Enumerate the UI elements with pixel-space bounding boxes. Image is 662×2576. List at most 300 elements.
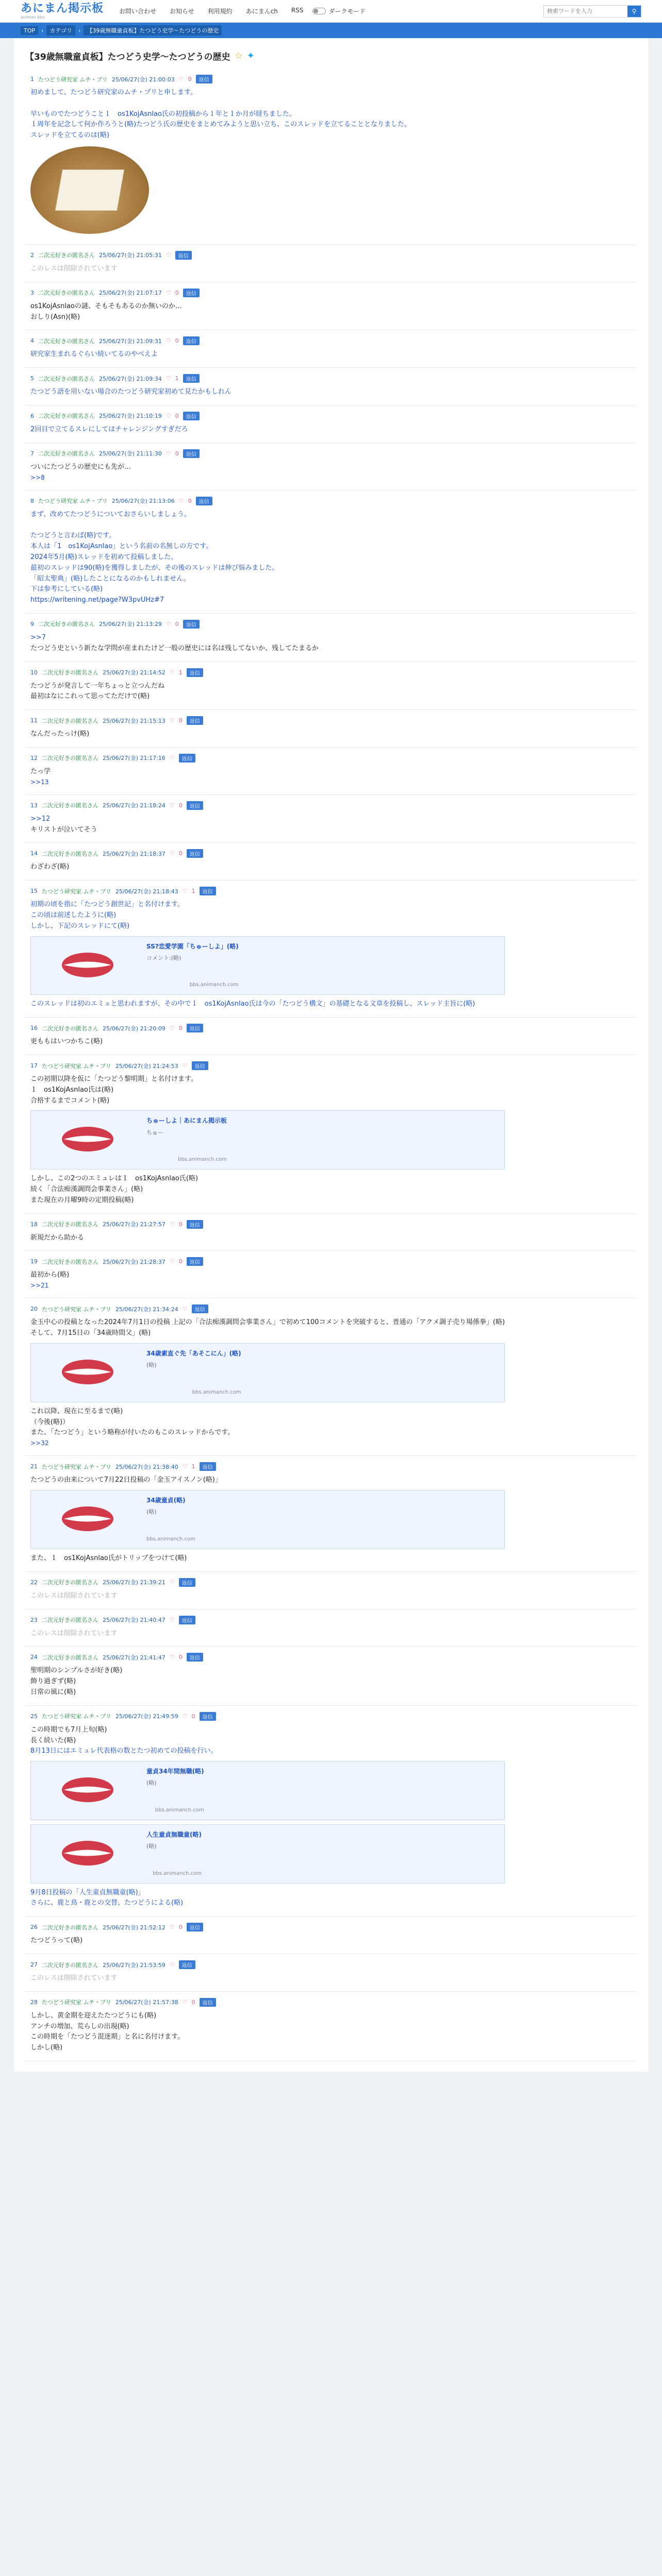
like-button[interactable]: ♡ [166,412,171,419]
post-line: 2024年5月(略)スレッドを初めて投稿しました。 [30,553,178,561]
like-button[interactable]: ♡ [166,251,171,259]
header-nav [119,7,303,15]
post-date: 25/06/27(金) 21:11:30 [99,450,162,457]
link-card-sub: (略) [146,1843,157,1850]
post-number[interactable]: 18 [30,1221,38,1228]
post-number[interactable]: 12 [30,754,38,761]
reply-button[interactable]: 返信 [183,336,200,345]
link-card-sub: (略) [146,1780,157,1787]
favorite-star-icon[interactable]: ☆ [234,50,243,61]
site-logo[interactable] [21,3,104,20]
like-button[interactable]: ♡ [169,754,175,761]
reply-anchor-link[interactable]: >>13 [30,778,49,786]
reply-button[interactable]: 返信 [187,1653,203,1662]
link-card-sub: (略) [146,1362,157,1369]
like-count: 0 [178,850,183,857]
post-body [30,2011,632,2054]
post-line: スレッドを立てるのは(略) [30,131,110,140]
breadcrumb [0,23,662,38]
post-line: なんだったっけ(略) [30,730,90,738]
like-button[interactable]: ♡ [169,1025,175,1032]
link-card[interactable] [30,1343,505,1402]
like-count: 0 [178,1654,183,1661]
search-icon[interactable]: ⚲ [627,6,641,17]
nav-news[interactable]: お知らせ [170,8,194,15]
link-card[interactable] [30,1761,505,1820]
link-card-thumb [36,1767,139,1813]
post-date: 25/06/27(金) 21:53:59 [103,1961,166,1969]
post-author: 二次元好きの匿名さん [42,1579,98,1586]
reply-button[interactable]: 返信 [187,801,203,810]
post-date: 25/06/27(金) 21:09:31 [99,337,162,345]
like-button[interactable]: ♡ [169,1654,175,1661]
post [25,368,637,405]
reply-button[interactable]: 返信 [183,620,200,629]
twitter-share-icon[interactable]: ✦ [246,50,255,61]
post-date: 25/06/27(金) 21:14:52 [103,669,166,676]
post-line: しかし、下記のスレッドにて(略) [30,922,130,930]
post-author: 二次元好きの匿名さん [42,717,98,724]
post-line: ついにたつどうの歴史にも先が… [30,463,131,471]
dark-mode-toggle[interactable] [312,7,366,15]
post-line: 早いものでたつどうこと１ os1KojAsnlao氏の初投稿から１年と１か月が経ちました。 [30,110,296,118]
post-meta [30,716,632,725]
like-button[interactable]: ♡ [182,888,188,895]
logo-subtext: animan bbs [21,14,45,20]
post-date: 25/06/27(金) 21:28:37 [103,1258,166,1265]
post-body [30,349,632,360]
post-line: >>7 [30,633,46,641]
like-button[interactable]: ♡ [182,1463,188,1470]
reply-button[interactable]: 返信 [187,849,203,858]
like-button[interactable]: ♡ [169,669,175,676]
like-button[interactable]: ♡ [166,450,171,457]
like-button[interactable]: ♡ [169,1961,175,1969]
post [25,282,637,331]
post-author: 二次元好きの匿名さん [42,1961,98,1969]
post-line: このスレッドは初のエミュと思われますが、その中で１ os1KojAsnlao氏は今の「たつどう構文」の基礎となる文章を投稿し、スレッド主旨に(略) [30,1000,475,1008]
post [25,880,637,1018]
like-button[interactable]: ♡ [166,289,171,296]
post-line: たつどうと言わば(略)です。 [30,532,116,540]
post-author: 二次元好きの匿名さん [42,802,98,809]
post-author: 二次元好きの匿名さん [42,850,98,857]
post-line: これ以降、現在に至るまで(略) [30,1407,123,1415]
post-meta [30,1616,632,1624]
post-line: まず、改めてたつどうについておさらいしましょう。 [30,510,191,518]
link-card-thumb [36,1349,139,1395]
post-line: 2回目で立てるスレにしてはチャレンジングすぎだろ [30,425,188,433]
breadcrumb-category[interactable]: カテゴリ [46,25,75,36]
post-body [30,1037,632,1047]
post-author: 二次元好きの匿名さん [38,413,95,420]
reply-button[interactable]: 返信 [200,887,216,895]
post [25,1647,637,1705]
post-meta [30,887,632,895]
reply-button[interactable]: 返信 [200,1998,216,2007]
post-line: このレスは削除されています [30,1591,118,1600]
post-meta [30,1304,632,1313]
reply-button[interactable]: 返信 [179,1616,195,1624]
post-number[interactable]: 17 [30,1062,38,1070]
post-number[interactable]: 23 [30,1616,38,1623]
post [25,614,637,662]
post-line: また現在の月曜9時の定期投稿(略) [30,1196,134,1204]
post-date: 25/06/27(金) 21:10:19 [99,413,162,420]
post-date: 25/06/27(金) 21:00:03 [111,76,175,83]
post-date: 25/06/27(金) 21:34:24 [115,1306,178,1313]
post-date: 25/06/27(金) 21:39:21 [103,1579,166,1586]
reply-anchor-link[interactable]: >>8 [30,473,45,481]
post-date: 25/06/27(金) 21:49:59 [115,1713,178,1720]
post-line: たっ学 [30,767,51,775]
post-line: １周年を記念して何か作ろうと(略)たつどう氏の歴史をまとめてみようと思い立ち、このスレッドを立てることとなりました。 [30,121,411,129]
post-number[interactable]: 1 [30,76,34,82]
reply-button[interactable]: 返信 [187,1923,203,1931]
post-line: たつどうの由来について7月22日投稿の「金玉アイスノン(略)」 [30,1476,222,1484]
post-date: 25/06/27(金) 21:17:16 [103,755,166,762]
post-line: わざわざ(略) [30,863,70,871]
link-card-site: bbs.animanch.com [192,1389,241,1395]
like-button[interactable]: ♡ [169,1924,175,1931]
breadcrumb-top[interactable]: TOP [21,26,38,35]
post-meta [30,1061,632,1070]
post-line: この時期でも7月上旬(略) [30,1725,107,1734]
search-box [543,5,641,18]
link-card-text [146,942,239,990]
post-date: 25/06/27(金) 21:18:24 [103,802,166,809]
post-number[interactable]: 8 [30,497,34,504]
post-author: たつどう研究家 ムチ・プリ [42,1463,111,1470]
link-card-sub: コメント:(略) [146,954,181,961]
reply-button[interactable]: 返信 [183,374,200,383]
post-date: 25/06/27(金) 21:13:29 [99,621,162,628]
link-card-text [146,1767,204,1815]
post-number[interactable]: 24 [30,1654,38,1661]
post-line: 最初から(略) [30,1271,70,1279]
post-number[interactable]: 14 [30,850,38,857]
post-body [30,510,632,606]
post-author: 二次元好きの匿名さん [38,450,95,457]
post-line: おしり(Asn)(略) [30,313,80,321]
post [25,748,637,795]
link-card-site: bbs.animanch.com [153,1870,202,1876]
post-number[interactable]: 25 [30,1713,38,1720]
post-line: このレスは削除されています [30,1974,118,1982]
post-line: また、１ os1KojAsnlao氏がトリップをつけて(略) [30,1554,187,1562]
post-number[interactable]: 26 [30,1924,38,1931]
thread-title: 【39歳無職童貞板】たつどう史学〜たつどうの歴史 [25,52,230,62]
like-button[interactable]: ♡ [166,337,171,345]
post-author: たつどう研究家 ムチ・プリ [42,1306,111,1313]
post-body [30,900,632,1010]
post [25,795,637,843]
reply-button[interactable]: 返信 [187,1024,203,1032]
post-line: このレスは削除されています [30,264,118,273]
post [25,1609,637,1647]
like-count: 0 [188,497,192,504]
post-number[interactable]: 3 [30,289,34,296]
post-number[interactable]: 19 [30,1258,38,1265]
post-body [30,814,632,836]
like-button[interactable]: ♡ [182,1998,188,2006]
reply-button[interactable]: 返信 [187,1257,203,1266]
post [25,1572,637,1609]
post [25,443,637,490]
post-image-tofu[interactable] [30,146,149,234]
post [25,1055,637,1214]
like-button[interactable]: ♡ [178,497,184,504]
post-author: 二次元好きの匿名さん [38,252,95,259]
post-number[interactable]: 7 [30,450,34,457]
post-author: たつどう研究家 ムチ・プリ [42,888,111,895]
post [25,1298,637,1456]
post-body [30,88,632,234]
post-line: たつどう史という新たな学問が産まれたけど一般の歴史には名は残してないか、残してたまるか [30,644,319,652]
post [25,1706,637,1917]
post-number[interactable]: 22 [30,1579,38,1586]
post-line: os1KojAsnlaoの謎、そもそもあるのか無いのか… [30,302,182,310]
like-button[interactable]: ♡ [166,375,171,382]
reply-button[interactable]: 返信 [183,289,200,297]
link-card[interactable] [30,1824,505,1884]
post-line: １ os1KojAsnlao氏は(略) [30,1086,114,1094]
post [25,405,637,443]
link-card[interactable] [30,1490,505,1549]
post-body [30,1591,632,1602]
post-author: たつどう研究家 ムチ・プリ [38,498,108,505]
post-author: たつどう研究家 ムチ・プリ [42,1713,111,1720]
post-number[interactable]: 13 [30,802,38,809]
like-count: 0 [175,337,179,345]
post-author: 二次元好きの匿名さん [42,1025,98,1032]
post-line: さらに、鹿と鳥・鹿との交替、たつどうによる(略) [30,1899,184,1907]
reply-anchor-link[interactable]: >>32 [30,1439,49,1447]
post-date: 25/06/27(金) 21:18:37 [103,850,166,857]
logo-text: あにまん掲示板 [21,2,104,15]
nav-animanch[interactable]: あにまんch [245,8,278,15]
post-meta [30,1024,632,1032]
like-button[interactable]: ♡ [169,1616,175,1623]
post-body [30,264,632,275]
reply-button[interactable]: 返信 [175,251,192,260]
post-date: 25/06/27(金) 21:05:31 [99,252,162,259]
post-body [30,1936,632,1946]
link-card[interactable] [30,936,505,995]
post-number[interactable]: 9 [30,620,34,628]
post-line: しかし、この2つのエミュレは１ os1KojAsnlao氏(略) [30,1175,198,1183]
link-card-site: bbs.animanch.com [189,982,239,988]
post-number[interactable]: 11 [30,717,38,724]
post-line: この時期を「たつどう混迷期」と名に名付けます。 [30,2033,184,2041]
breadcrumb-thread[interactable]: 【39歳無職童貞板】たつどう史学〜たつどうの歴史 [84,25,222,36]
post-number[interactable]: 20 [30,1306,38,1313]
post-author: 二次元好きの匿名さん [42,1221,98,1228]
post-meta [30,374,632,383]
reply-button[interactable]: 返信 [179,1960,195,1969]
like-button[interactable]: ♡ [169,717,175,724]
post [25,1992,637,2061]
toggle-switch-icon[interactable] [312,8,326,14]
like-count: 0 [188,76,192,82]
link-card-title: 34歳素直ぐ先「あそこにん」(略) [146,1349,241,1357]
post-number[interactable]: 4 [30,337,34,345]
reply-button[interactable]: 返信 [187,716,203,725]
reply-button[interactable]: 返信 [200,1712,216,1721]
like-button[interactable]: ♡ [178,76,184,82]
like-button[interactable]: ♡ [169,802,175,809]
reply-anchor-link[interactable]: >>21 [30,1282,49,1290]
post-meta [30,75,632,83]
post-author: 二次元好きの匿名さん [42,1654,98,1661]
post-line: この頃は前述したように(略) [30,911,117,920]
reply-button[interactable]: 返信 [196,75,212,83]
post-number[interactable]: 27 [30,1961,38,1969]
like-button[interactable]: ♡ [169,1221,175,1228]
like-button[interactable]: ♡ [169,1579,175,1586]
link-card-text [146,1349,241,1397]
post-line [30,520,632,531]
like-count: 0 [178,1258,183,1265]
post-meta [30,801,632,810]
post-meta [30,1220,632,1229]
post-body [30,1725,632,1909]
link-card-title: 人生童貞無職童(略) [146,1831,202,1838]
post-line: そして、7月15日の「34歳時間父」(略) [30,1329,151,1337]
post-line: アンチの増加、荒らしの出現(略) [30,2022,129,2030]
post-number[interactable]: 16 [30,1025,38,1032]
reply-button[interactable]: 返信 [196,497,212,505]
reply-button[interactable]: 返信 [187,1220,203,1229]
link-card-thumb [36,1116,139,1162]
post-author: 二次元好きの匿名さん [38,337,95,345]
search-input[interactable] [544,6,627,17]
post-number[interactable]: 6 [30,412,34,419]
nav-terms[interactable]: 利用規約 [207,8,233,15]
like-button[interactable]: ♡ [182,1713,188,1720]
nav-contact[interactable]: お問い合わせ [119,8,157,15]
like-count: 0 [178,1221,183,1228]
link-card[interactable] [30,1110,505,1170]
post-line: 8月13日にはエミュレ代表格の数とたつ初めての投稿を行い。 [30,1747,218,1755]
post-body [30,1973,632,1984]
like-button[interactable]: ♡ [169,1258,175,1265]
post-body [30,633,632,654]
link-card-site: bbs.animanch.com [178,1157,227,1163]
post-line: 日常の風に(略) [30,1688,76,1696]
post-line: 新規だから助かる [30,1233,85,1242]
reply-button[interactable]: 返信 [192,1061,208,1070]
post-author: たつどう研究家 ムチ・プリ [42,1062,111,1070]
reply-button[interactable]: 返信 [183,412,200,420]
like-count: 0 [178,802,183,809]
post-line: 飾り過ぎず(略) [30,1677,76,1686]
post-line: 長く続いた(略) [30,1736,76,1744]
reply-button[interactable]: 返信 [179,1578,195,1587]
reply-button[interactable]: 返信 [179,754,195,762]
post [25,330,637,368]
post [25,69,637,245]
post-date: 25/06/27(金) 21:57:38 [115,1999,178,2006]
post-line: また、「たつどう」という略称が付いたのもこのスレッドからです。 [30,1429,235,1437]
post-author: 二次元好きの匿名さん [38,375,95,382]
post-number[interactable]: 15 [30,888,38,895]
post-author: たつどう研究家 ムチ・プリ [42,1999,111,2006]
post-author: 二次元好きの匿名さん [42,669,98,676]
post-author: 二次元好きの匿名さん [38,621,95,628]
link-card-title: 童貞34年間無職(略) [146,1768,204,1775]
post-author: 二次元好きの匿名さん [42,755,98,762]
like-button[interactable]: ♡ [182,1306,188,1313]
post-date: 25/06/27(金) 21:09:34 [99,375,162,382]
post-body [30,387,632,398]
post-number[interactable]: 5 [30,375,34,382]
post-line: 聖明期のシンプルさが好き(略) [30,1667,123,1675]
post-line: 更ももはいつかちこ(略) [30,1038,103,1046]
link-card-site: bbs.animanch.com [155,1807,204,1813]
post-line: 研究家生まれるぐらい続いてるのやべえよ [30,350,158,359]
post-meta [30,1462,632,1471]
post-line: 初期の頃を指に「たつどう創世記」と名付けます。 [30,901,184,909]
like-count: 0 [178,1025,183,1032]
thread-container [14,38,648,2072]
post-number[interactable]: 10 [30,669,38,676]
reply-button[interactable]: 返信 [183,449,200,458]
like-button[interactable]: ♡ [169,850,175,857]
post-body [30,462,632,483]
link-card-title: ちゅーしよ｜あにまん掲示板 [146,1117,227,1125]
post-date: 25/06/27(金) 21:40:47 [103,1617,166,1624]
like-button[interactable]: ♡ [166,620,171,628]
post [25,1917,637,1954]
post-body [30,301,632,323]
post [25,1456,637,1571]
like-count: 0 [191,1713,195,1720]
post-body [30,681,632,703]
breadcrumb-sep-icon: › [41,27,44,34]
reply-button[interactable]: 返信 [192,1304,208,1313]
post [25,1214,637,1251]
post-date: 25/06/27(金) 21:07:17 [99,290,162,297]
post-line: （今後(略)） [30,1418,70,1426]
link-card-thumb [36,1496,139,1542]
post-meta [30,1578,632,1587]
post-date: 25/06/27(金) 21:41:47 [103,1654,166,1661]
reply-button[interactable]: 返信 [200,1462,216,1471]
post-meta [30,289,632,297]
post-number[interactable]: 2 [30,251,34,259]
nav-rss[interactable]: RSS [291,7,304,14]
like-count: 1 [175,375,179,382]
post [25,843,637,880]
like-count: 0 [178,717,183,724]
like-button[interactable]: ♡ [182,1062,188,1070]
post-body [30,425,632,435]
post-line: 最初のスレッドは90(略)を獲得しましたが、その後のスレッドは伸び悩みました。 [30,564,279,572]
post-number[interactable]: 21 [30,1463,38,1470]
like-count: 0 [178,1924,183,1931]
post-date: 25/06/27(金) 21:27:57 [103,1221,166,1228]
post [25,245,637,282]
post-meta [30,497,632,505]
post-meta [30,668,632,677]
post-number[interactable]: 28 [30,1998,38,2006]
post-list [25,69,637,2061]
post-line: キリストが泣いてそう [30,825,97,834]
reply-button[interactable]: 返信 [187,668,203,677]
like-count: 0 [175,289,179,296]
post-body [30,862,632,873]
